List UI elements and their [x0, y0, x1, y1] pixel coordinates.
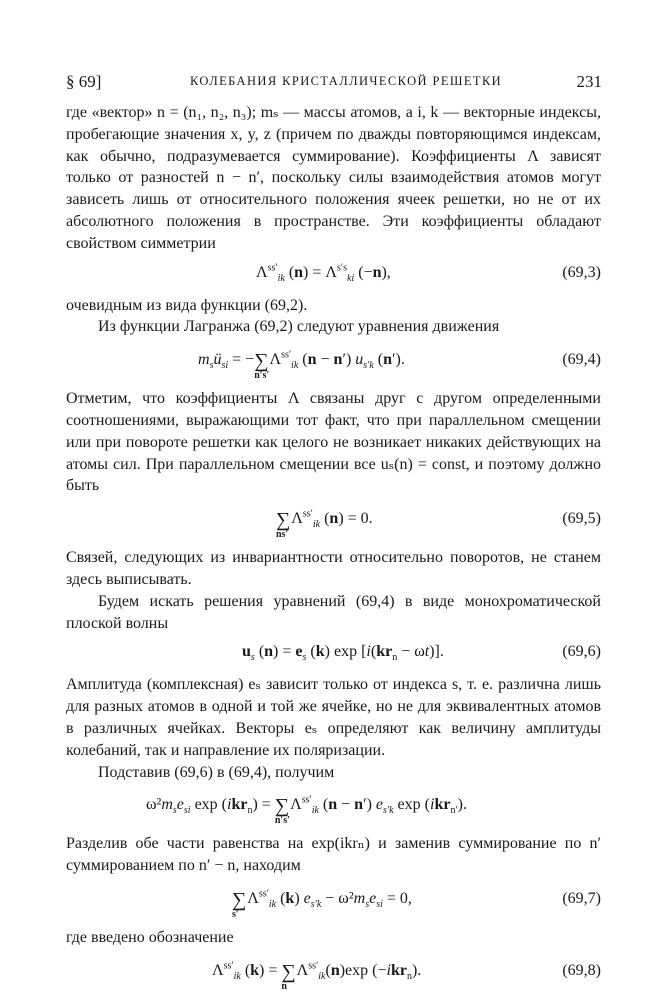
paragraph-symmetry-note: очевидным из вида функции (69,2).: [66, 296, 308, 314]
equation-number: (69,3): [562, 263, 601, 281]
chapter-title: КОЛЕБАНИЯ КРИСТАЛЛИЧЕСКОЙ РЕШЕТКИ: [190, 74, 503, 88]
equation-substituted: [66, 783, 601, 833]
equation-69-6: [66, 634, 601, 674]
running-header: [66, 72, 602, 96]
equation-formula: $\Lambda^{ss'}_{ik}$ $(n) = \Lambda^{s's}_{ki}$ (−n),: [256, 262, 391, 284]
section-number: § 69]: [66, 72, 102, 91]
paragraph-rotation-invariance: Связей, следующих из инвариантности относительно поворотов, не станем здесь выписывать.: [66, 549, 601, 588]
equation-formula: $\Lambda^{ss'}_{ik}$ (k) = ∑ n $\Lambda^{ss'}_{ik}(n)\exp$ (−ikr$_n$).: [212, 960, 422, 992]
equation-formula: ∑ s′ $\Lambda^{ss'}_{ik}$ (k) $e_{s'k} - \omega^2m_se_{si} = 0$,: [232, 888, 412, 920]
page-number: 231: [576, 72, 602, 91]
equation-69-4: [66, 338, 601, 388]
paragraph-lagrange: Из функции Лагранжа (69,2) следуют уравнения движения: [98, 318, 500, 336]
paragraph-plane-wave: Будем искать решения уравнений (69,4) в виде монохроматической плоской волны: [66, 592, 601, 632]
equation-number: (69,8): [562, 961, 601, 979]
paragraph-vector-definition: где «вектор» n = (n₁, n₂, n₃); mₛ — массы атомов, а i, k — векторные индексы, пробегающие значения x, y, z (причем по дважды повторяющимся индексам, как обычно, подразумевается суммирование). Коэффициенты Λ зависят только от разностей n − n′, поскольку силы взаимодействия атомов могут зависеть лишь от относительного положения ячеек решетки, но не от их абсолютного положения в пространстве. Эти коэффициенты обладают свойством симметрии: [66, 104, 601, 252]
equation-formula: ∑ ns′ $\Lambda^{ss'}_{ik}$ (n) = 0.: [276, 508, 373, 541]
paragraph-coefficients-relations: Отметим, что коэффициенты Λ связаны друг с другом определенными соотношениями, выражающими тот факт, что при параллельном смещении или при повороте решетки как целого не возникает никаких действующих на атомы сил. При параллельном смещении все uₛ(n) = const, и поэтому должно быть: [66, 390, 601, 495]
equation-formula: $\omega^2m_se_{si}$ exp (ikr$_n$) = ∑ n′s′ $\Lambda^{ss'}_{ik}$ (n − n′) $e_{s'k}$ exp (ikr$_{n'}$).: [146, 795, 467, 827]
equation-number: (69,6): [562, 643, 601, 661]
equation-69-5: [66, 497, 601, 547]
equation-formula: $m_sü_{si}$ = −∑ n′s′ $\Lambda^{ss'}_{ik}$ (n − n′) $u_{s'k}$ (n′).: [198, 349, 405, 382]
equation-number: (69,5): [562, 510, 601, 528]
paragraph-substitution: Подставив (69,6) в (69,4), получим: [98, 763, 335, 781]
equation-69-7: [66, 877, 601, 927]
equation-number: (69,7): [562, 889, 601, 907]
equation-formula: $u_s$ $(n) = e_s$ (k) $\exp [i(kr_n - \omega t)]$.: [242, 643, 444, 664]
paragraph-amplitude: Амплитуда (комплексная) eₛ зависит только от индекса s, т. е. различна лишь для разных атомов в одной и той же ячейке, но не для эквивалентных атомов в различных ячейках. Векторы eₛ определяют как величину амплитуды колебаний, так и направление их поляризации.: [66, 676, 601, 759]
equation-number: (69,4): [562, 351, 601, 369]
equation-69-8: [66, 949, 601, 999]
equation-69-3: [66, 255, 601, 295]
page-body: [66, 102, 601, 999]
paragraph-notation: где введено обозначение: [66, 928, 234, 946]
paragraph-division: Разделив обе части равенства на exp(ikrₙ) и заменив суммирование по n′ суммированием по n′ − n, находим: [66, 835, 601, 875]
